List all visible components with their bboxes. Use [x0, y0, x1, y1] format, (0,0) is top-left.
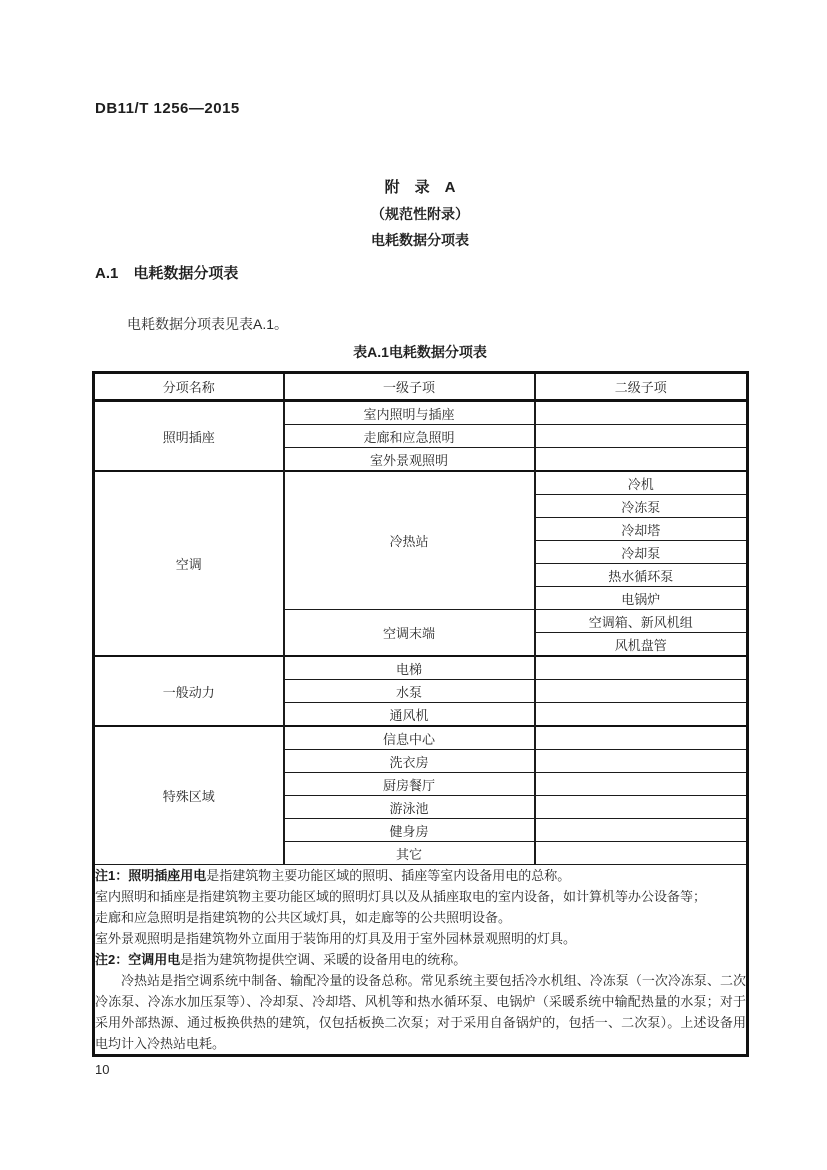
cell-empty: [535, 448, 748, 472]
table-row: [94, 726, 748, 750]
data-table: [92, 371, 749, 1057]
body-paragraph: 电耗数据分项表见表A.1。: [127, 316, 289, 332]
page-number: 10: [95, 1062, 110, 1077]
cell-level2: 冷冻泵: [535, 495, 748, 518]
header-category: 分项名称: [94, 373, 284, 401]
section-heading: A.1 电耗数据分项表: [95, 265, 239, 282]
cell-level1: 走廊和应急照明: [284, 425, 535, 448]
note2-line1: [95, 949, 746, 970]
cell-level1-station: 冷热站: [284, 471, 535, 610]
appendix-title: [92, 174, 748, 253]
note1-text: 是指建筑物主要功能区域的照明、插座等室内设备用电的总称。: [206, 868, 571, 883]
note2-text: 是指为建筑物提供空调、采暖的设备用电的统称。: [180, 952, 467, 967]
header-row: [94, 373, 748, 401]
cell-level1: 厨房餐厅: [284, 773, 535, 796]
cell-empty: [535, 680, 748, 703]
table-caption: 表A.1电耗数据分项表: [353, 344, 487, 360]
cell-category-hvac: 空调: [94, 471, 284, 656]
cell-empty: [535, 401, 748, 425]
header-level1: 一级子项: [284, 373, 535, 401]
cell-level1: 电梯: [284, 656, 535, 680]
cell-level1-terminal: 空调末端: [284, 610, 535, 657]
cell-empty: [535, 773, 748, 796]
note1-line1: [95, 865, 746, 886]
note2-label: 注2：: [95, 952, 129, 967]
cell-empty: [535, 842, 748, 865]
cell-level2: 冷机: [535, 471, 748, 495]
cell-level2: 空调箱、新风机组: [535, 610, 748, 633]
appendix-title-line2: （规范性附录）: [371, 206, 469, 222]
note2-paragraph: 冷热站是指空调系统中制备、输配冷量的设备总称。常见系统主要包括冷水机组、冷冻泵（一次冷冻泵、二次冷冻泵、冷冻水加压泵等）、冷却泵、冷却塔、风机等和热水循环泵、电锅炉（采暖系统中输配热量的水泵；对于采用外部热源、通过板换供热的建筑，仅包括板换二次泵；对于采用自备锅炉的，包括一、二次泵）。上述设备用电均计入冷热站电耗。: [95, 973, 746, 1051]
cell-level2: 冷却塔: [535, 518, 748, 541]
appendix-title-line1: 附 录 A: [384, 179, 456, 196]
cell-level1: 健身房: [284, 819, 535, 842]
table-row: [94, 656, 748, 680]
cell-level1: 信息中心: [284, 726, 535, 750]
cell-level1: 游泳池: [284, 796, 535, 819]
cell-empty: [535, 819, 748, 842]
table-wrap: [92, 371, 749, 1057]
note1-term: 照明插座用电: [128, 868, 207, 883]
cell-category-special: 特殊区域: [94, 726, 284, 865]
cell-empty: [535, 796, 748, 819]
cell-level1: 其它: [284, 842, 535, 865]
cell-level1: 通风机: [284, 703, 535, 727]
note1-label: 注1：: [95, 868, 129, 883]
notes-row: [94, 865, 748, 1056]
note2-term: 空调用电: [128, 952, 181, 967]
cell-category-power: 一般动力: [94, 656, 284, 726]
cell-level2: 风机盘管: [535, 633, 748, 657]
note1-line4: 室外景观照明是指建筑物外立面用于装饰用的灯具及用于室外园林景观照明的灯具。: [95, 931, 577, 946]
table-notes: [94, 865, 748, 1056]
appendix-title-line3: 电耗数据分项表: [371, 232, 469, 248]
cell-level1: 洗衣房: [284, 750, 535, 773]
cell-level1: 室内照明与插座: [284, 401, 535, 425]
cell-empty: [535, 703, 748, 727]
note1-line2: 室内照明和插座是指建筑物主要功能区域的照明灯具以及从插座取电的室内设备，如计算机等办公设备等；: [95, 889, 707, 904]
cell-category-lighting: 照明插座: [94, 401, 284, 472]
table-row: [94, 471, 748, 495]
cell-level2: 冷却泵: [535, 541, 748, 564]
header-level2: 二级子项: [535, 373, 748, 401]
cell-empty: [535, 726, 748, 750]
note1-line3: 走廊和应急照明是指建筑物的公共区域灯具，如走廊等的公共照明设备。: [95, 910, 512, 925]
cell-level2: 电锅炉: [535, 587, 748, 610]
cell-empty: [535, 425, 748, 448]
cell-empty: [535, 656, 748, 680]
cell-level1: 室外景观照明: [284, 448, 535, 472]
cell-empty: [535, 750, 748, 773]
document-code: DB11/T 1256—2015: [95, 100, 240, 117]
cell-level1: 水泵: [284, 680, 535, 703]
cell-level2: 热水循环泵: [535, 564, 748, 587]
table-row: [94, 401, 748, 425]
